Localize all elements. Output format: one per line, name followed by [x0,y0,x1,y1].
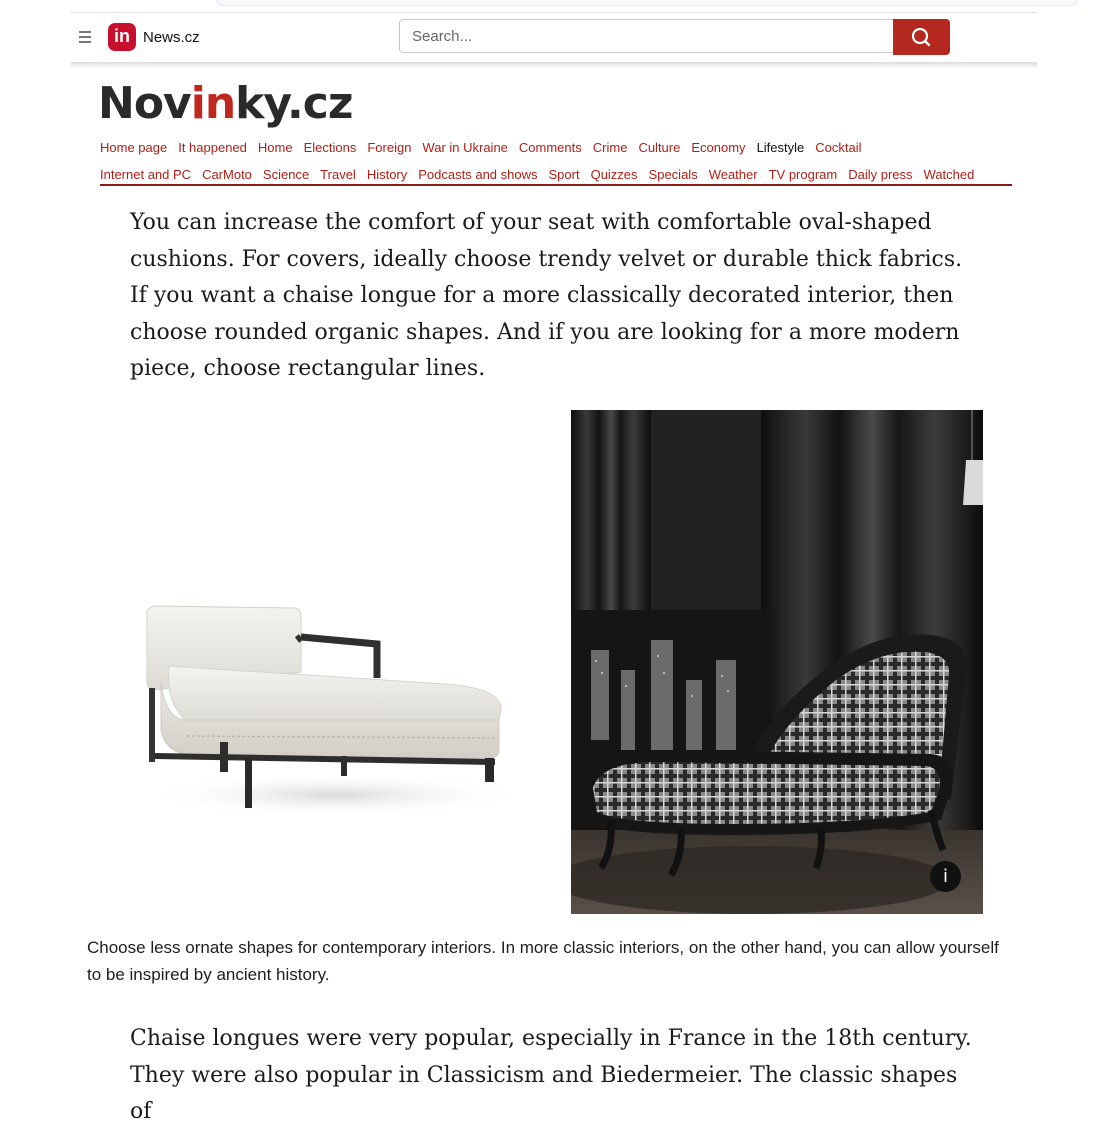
nav-link-science[interactable]: Science [262,167,310,182]
nav-link-economy[interactable]: Economy [691,140,746,155]
nav-link-specials[interactable]: Specials [648,167,698,182]
nav-link-comments[interactable]: Comments [518,140,582,155]
brand-logo[interactable]: in [108,23,136,51]
address-bar-edge [216,0,1078,6]
nav-link-sport[interactable]: Sport [548,167,580,182]
search-input[interactable] [399,19,893,53]
search-bar [399,19,949,55]
nav-link-internet-and-pc[interactable]: Internet and PC [100,167,192,182]
nav-link-carmoto[interactable]: CarMoto [202,167,252,182]
nav-link-war-in-ukraine[interactable]: War in Ukraine [422,140,508,155]
nav-divider [100,184,1012,186]
nav-link-watched[interactable]: Watched [923,167,975,182]
search-button[interactable] [893,19,950,55]
header-shadow [71,62,1037,69]
nav-link-lifestyle[interactable]: Lifestyle [756,140,805,155]
nav-link-daily-press[interactable]: Daily press [848,167,913,182]
nav-link-weather[interactable]: Weather [708,167,758,182]
main-navigation [100,134,1012,188]
hamburger-icon[interactable] [79,27,95,47]
nav-link-tv-program[interactable]: TV program [768,167,838,182]
nav-link-home-page[interactable]: Home page [100,140,168,155]
top-header [71,13,1037,63]
browser-top-strip [71,0,1037,13]
nav-row-primary [100,134,1012,161]
nav-link-crime[interactable]: Crime [592,140,628,155]
article-paragraph-2: Chaise longues were very popular, especially in France in the 18th century. They were also popular in Classicism and Biedermeier. The classic shapes of [130,1026,972,1124]
nav-link-podcasts-and-shows[interactable]: Podcasts and shows [418,167,538,182]
modern-chaise-image[interactable] [125,560,525,840]
nav-link-history[interactable]: History [366,167,408,182]
nav-link-quizzes[interactable]: Quizzes [590,167,638,182]
nav-link-elections[interactable]: Elections [303,140,357,155]
image-info-button[interactable]: i [930,861,961,892]
classic-chaise-image[interactable] [571,410,983,914]
nav-link-it-happened[interactable]: It happened [178,140,247,155]
site-logo[interactable]: Novinky.cz [98,78,353,129]
nav-link-cocktail[interactable]: Cocktail [815,140,862,155]
image-caption: Choose less ornate shapes for contemporary interiors. In more classic interiors, on the other hand, you can allow yourself to be inspired by ancient history. [87,938,999,984]
nav-link-home[interactable]: Home [257,140,293,155]
article-paragraph: You can increase the comfort of your seat with comfortable oval-shaped cushions. For covers, ideally choose trendy velvet or durable thick fabrics. If you want a chaise longue for a more classically decorated interior, then choose rounded organic shapes. And if you are looking for a more modern piece, choose rectangular lines. [130,210,963,381]
brand-name[interactable]: News.cz [143,29,200,46]
nav-link-foreign[interactable]: Foreign [367,140,412,155]
nav-link-travel[interactable]: Travel [320,167,356,182]
nav-link-culture[interactable]: Culture [638,140,681,155]
search-icon [893,19,950,55]
